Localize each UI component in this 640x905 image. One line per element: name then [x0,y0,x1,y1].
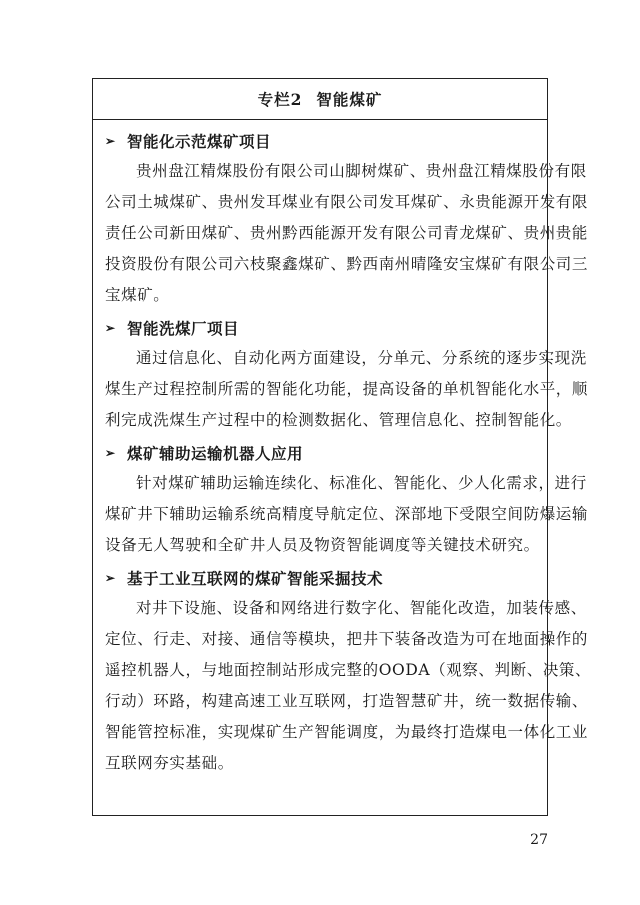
arrow-bullet-icon: ➢ [105,134,116,148]
section-4 [105,563,592,779]
section-paragraph [105,156,589,311]
column-label: 专栏2 [257,90,303,109]
section-paragraph [105,593,592,779]
section-heading-text: 基于工业互联网的煤矿智能采掘技术 [127,569,384,588]
section-heading-text: 智能化示范煤矿项目 [127,132,272,151]
arrow-bullet-icon: ➢ [105,571,116,585]
section-heading [105,313,539,343]
section-3 [105,438,589,561]
paragraph-line: 投资股份有限公司六枝聚鑫煤矿、黔西南州晴隆安宝煤矿有限公司三 [105,255,589,273]
paragraph-line: 宝煤矿。 [105,286,170,304]
section-heading-text: 煤矿辅助运输机器人应用 [127,444,304,463]
page-number: 27 [530,832,548,848]
section-paragraph [105,343,589,436]
paragraph-line: 通过信息化、自动化两方面建设，分单元、分系统的逐步实现洗 [136,349,587,367]
section-2 [105,313,589,436]
paragraph-line: 智能管控标准，实现煤矿生产智能调度，为最终打造煤电一体化工业 [105,723,589,741]
paragraph-line: 定位、行走、对接、通信等模块，把井下装备改造为可在地面操作的 [105,630,589,648]
section-heading [105,126,539,156]
paragraph-line: 对井下设施、设备和网络进行数字化、智能化改造，加装传感、 [136,599,587,617]
column-title: 智能煤矿 [316,90,383,109]
paragraph-line: 遥控机器人，与地面控制站形成完整的OODA（观察、判断、决策、 [105,661,592,679]
column-title-row [93,79,547,120]
paragraph-line: 针对煤矿辅助运输连续化、标准化、智能化、少人化需求，进行 [136,474,587,492]
paragraph-line: 利完成洗煤生产过程中的检测数据化、管理信息化、控制智能化。 [105,411,572,429]
paragraph-line: 煤矿井下辅助运输系统高精度导航定位、深部地下受限空间防爆运输 [105,505,589,523]
paragraph-line: 行动）环路，构建高速工业互联网，打造智慧矿井，统一数据传输、 [105,692,589,710]
paragraph-line: 设备无人驾驶和全矿井人员及物资智能调度等关键技术研究。 [105,536,540,554]
section-heading-text: 智能洗煤厂项目 [127,319,240,338]
paragraph-line: 公司土城煤矿、贵州发耳煤业有限公司发耳煤矿、永贵能源开发有限 [105,193,589,211]
paragraph-line: 煤生产过程控制所需的智能化功能，提高设备的单机智能化水平，顺 [105,380,589,398]
section-heading [105,563,539,593]
arrow-bullet-icon: ➢ [105,446,116,460]
paragraph-line: 互联网夯实基础。 [105,754,234,772]
section-paragraph [105,468,589,561]
section-1 [105,126,589,311]
column-content [93,120,592,779]
paragraph-line: 贵州盘江精煤股份有限公司山脚树煤矿、贵州盘江精煤股份有限 [136,162,587,180]
section-heading [105,438,539,468]
arrow-bullet-icon: ➢ [105,321,116,335]
column-box [92,78,592,816]
paragraph-line: 责任公司新田煤矿、贵州黔西能源开发有限公司青龙煤矿、贵州贵能 [105,224,589,242]
